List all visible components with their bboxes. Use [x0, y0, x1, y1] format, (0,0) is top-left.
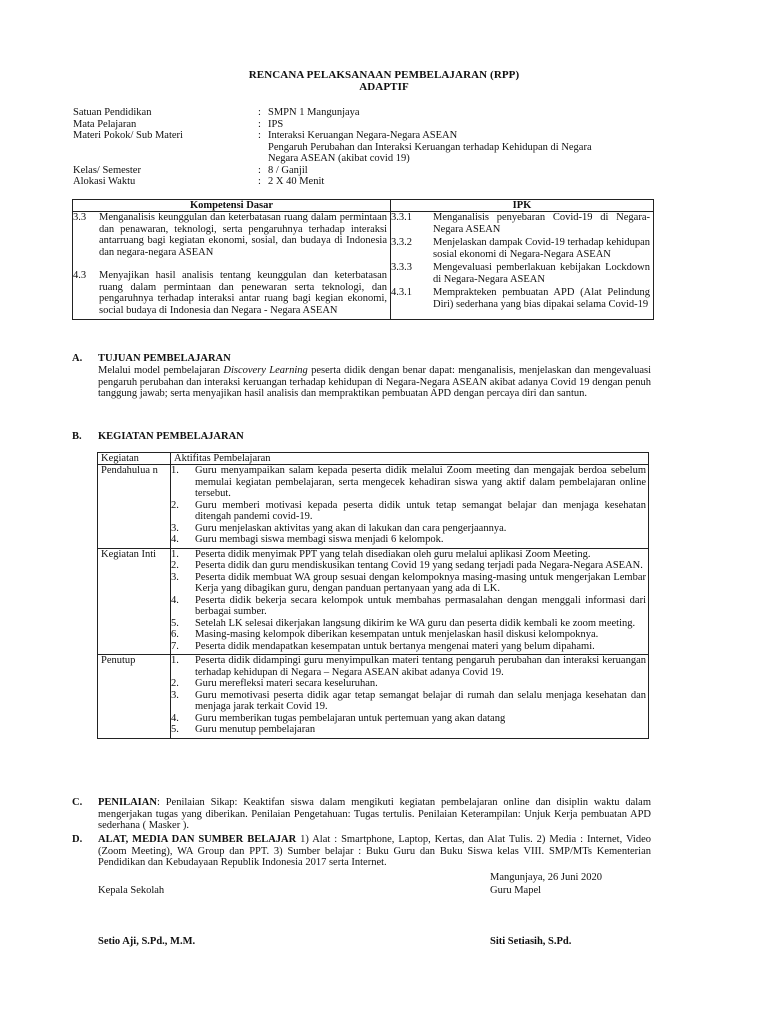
- step-item: [171, 629, 646, 641]
- step-text: Peserta didik menyimak PPT yang telah disediakan oleh guru melalui aplikasi Zoom Meeting.: [195, 548, 591, 560]
- competency-item: [73, 212, 387, 258]
- competency-number: 3.3.1: [391, 212, 412, 223]
- info-label: Kelas/ Semester: [73, 164, 141, 176]
- section-b-heading: [72, 431, 244, 442]
- step-item: [171, 549, 646, 561]
- activity-header: Aktifitas Pembelajaran: [171, 453, 649, 465]
- competency-text: Mengevaluasi pemberlakuan kebijakan Lockdown di Negara-Negara ASEAN: [433, 262, 650, 285]
- competency-number: 4.3.1: [391, 287, 412, 298]
- info-value: 8 / Ganjil: [268, 164, 308, 176]
- section-a-text-1: Melalui model pembelajaran: [98, 365, 224, 376]
- step-text: Peserta didik bekerja secara kelompok untuk membahas permasalahan dengan menggali informasi dari berbagai sumber.: [195, 594, 646, 617]
- step-number: 2.: [171, 499, 179, 511]
- step-number: 1.: [171, 465, 179, 476]
- info-value: IPS: [268, 118, 284, 130]
- step-item: [171, 724, 646, 736]
- info-colon: :: [258, 107, 261, 118]
- competency-item: [391, 237, 650, 260]
- info-value: Negara ASEAN (akibat covid 19): [268, 153, 410, 164]
- info-value: Interaksi Keruangan Negara-Negara ASEAN: [268, 130, 458, 141]
- step-number: 1.: [171, 655, 179, 666]
- step-number: 2.: [171, 678, 179, 689]
- step-text: Setelah LK selesai dikerjakan langsung dikirim ke WA guru dan peserta didik kembali ke zoom meeting.: [195, 617, 636, 629]
- step-number: 3.: [171, 571, 179, 583]
- step-item: [171, 618, 646, 630]
- info-value: SMPN 1 Mangunjaya: [268, 107, 360, 118]
- info-row: [73, 142, 653, 154]
- step-text: Peserta didik dan guru mendiskusikan tentang Covid 19 yang sedang terjadi pada Negara-Negara ASEAN.: [195, 560, 643, 571]
- activities-table: [97, 452, 649, 739]
- activity-steps: [171, 465, 649, 549]
- teacher-role: Guru Mapel: [490, 885, 542, 896]
- step-item: [171, 560, 646, 572]
- info-colon: :: [258, 130, 261, 141]
- document-title: RENCANA PELAKSANAAN PEMBELAJARAN (RPP): [248, 69, 520, 81]
- info-row: [73, 107, 653, 119]
- info-row: [73, 165, 653, 177]
- info-value: Pengaruh Perubahan dan Interaksi Keruangan terhadap Kehidupan di Negara: [268, 141, 592, 153]
- step-text: Peserta didik membuat WA group sesuai dengan kelompoknya masing-masing untuk mengerjakan Lembar Kerja yang dibagikan guru, dengan panduan pertanyaan yang ada di LK.: [195, 571, 646, 594]
- competency-text: Menganalisis penyebaran Covid-19 di Negara-Negara ASEAN: [433, 212, 650, 235]
- section-a-letter: A.: [72, 353, 83, 364]
- competency-text: Menyajikan hasil analisis tentang keunggulan dan keterbatasan ruang dalam permintaan dan penewaran serta teknologi, dan pengaruhnya terhadap interaksi antar ruang bagi kegian ekonomi, social budaya di Indonesia dan Negara - Negara ASEAN: [99, 270, 387, 316]
- activity-steps: [171, 655, 649, 739]
- section-b-title: KEGIATAN PEMBELAJARAN: [98, 431, 244, 442]
- competency-text: Memprakteken pembuatan APD (Alat Pelindung Diri) sederhana yang bias dipakai selama Covid-19: [433, 287, 650, 310]
- document-subtitle: ADAPTIF: [359, 81, 409, 93]
- step-number: 5.: [171, 724, 179, 735]
- identity-info: [73, 107, 653, 188]
- info-label: Materi Pokok/ Sub Materi: [73, 130, 183, 141]
- info-label: Mata Pelajaran: [73, 118, 137, 130]
- section-a-title: TUJUAN PEMBELAJARAN: [98, 353, 231, 364]
- competency-item: [391, 287, 650, 310]
- activity-row: [98, 465, 649, 549]
- step-number: 2.: [171, 560, 179, 571]
- step-text: Guru memberi motivasi kepada peserta didik untuk tetap semangat belajar dan menjaga kesehatan ditengah pandemi covid-19.: [195, 499, 646, 522]
- section-a-text-2: peserta didik dengan benar dapat: menganalisis, menjelaskan dan mengevaluasi pengaruh perubahan dan interaksi keruangan terhadap kehidupan di Negara-Negara ASEAN akibat adanya Covid 19 dengan penuh tanggung jawab; serta menyajikan hasil analisis dan mempraktikan pembuatan APD dengan percaya diri dan santun.: [98, 365, 651, 400]
- step-text: Guru menjelaskan aktivitas yang akan di lakukan dan cara pengerjaannya.: [195, 522, 507, 534]
- competency-item: [391, 212, 650, 235]
- info-colon: :: [258, 164, 261, 176]
- info-label: Alokasi Waktu: [73, 176, 136, 187]
- stage-header: Kegiatan: [98, 453, 171, 465]
- step-text: Masing-masing kelompok diberikan kesempatan untuk menjelaskan hasil diskusi kelompoknya.: [195, 629, 599, 640]
- info-row: [73, 153, 653, 165]
- section-b-letter: B.: [72, 431, 82, 442]
- kd-header: Kompetensi Dasar: [73, 200, 391, 212]
- stage-label: Penutup: [98, 655, 171, 739]
- kd-cell: [73, 212, 391, 320]
- ipk-cell: [391, 212, 654, 320]
- steps-list: [171, 549, 646, 653]
- step-text: Guru memotivasi peserta didik agar tetap semangat belajar di rumah dan selalu menjaga kesehatan dan menjaga jarak terkait Covid 19.: [195, 689, 646, 712]
- info-row: [73, 119, 653, 131]
- step-item: [171, 641, 646, 653]
- info-row: [73, 130, 653, 142]
- step-item: [171, 500, 646, 523]
- section-d-title: ALAT, MEDIA DAN SUMBER BELAJAR: [98, 834, 297, 845]
- step-text: Peserta didik mendapatkan kesempatan untuk bertanya mengenai materi yang belum dipahami.: [195, 640, 595, 652]
- step-text: Guru menyampaikan salam kepada peserta didik melalui Zoom meeting dan mengajak berdoa sebelum memulai kegiatan pembelajaran, serta mengecek kehadiran siswa yang aktif dalam pembelajaran online tersebut.: [195, 465, 646, 499]
- step-text: Guru memberikan tugas pembelajaran untuk pertemuan yang akan datang: [195, 712, 506, 724]
- step-item: [171, 690, 646, 713]
- step-item: [171, 534, 646, 546]
- ipk-header: IPK: [391, 200, 654, 212]
- competency-number: 3.3.2: [391, 237, 412, 248]
- principal-role: Kepala Sekolah: [98, 885, 165, 896]
- step-number: 3.: [171, 689, 179, 701]
- steps-list: [171, 465, 646, 546]
- section-c-heading: [72, 797, 98, 808]
- competency-number: 3.3: [73, 212, 87, 223]
- step-text: Guru menutup pembelajaran: [195, 724, 316, 735]
- competency-text: Menganalisis keunggulan dan keterbatasan ruang dalam permintaan dan penawaran, teknologi, serta pengaruhnya terhadap interaksi antarruang bagi kegiatan ekonomi, sosial, dan budaya di Indonesia dan negara-negara ASEAN: [99, 212, 387, 258]
- section-c-letter: C.: [72, 797, 83, 808]
- section-d-body: 1) Alat : Smartphone, Laptop, Kertas, dan Alat Tulis. 2) Media : Internet, Video (Zoom Meeting), WA Group dan PPT. 3) Sumber belajar : Buku Guru dan Buku Siswa kelas VIII. SMP/MTs Kementerian Pendidikan dan Kebudayaan Republik Indonesia 2017 serta Internet.: [98, 834, 651, 869]
- info-value: 2 X 40 Menit: [268, 176, 325, 187]
- step-number: 1.: [171, 548, 179, 560]
- step-number: 7.: [171, 640, 179, 652]
- step-number: 4.: [171, 534, 179, 545]
- step-item: [171, 678, 646, 690]
- competency-table: [72, 199, 654, 320]
- competency-number: 3.3.3: [391, 262, 412, 273]
- section-c-text: [98, 797, 651, 832]
- section-a-heading: [72, 353, 231, 364]
- step-number: 3.: [171, 522, 179, 534]
- step-item: [171, 523, 646, 535]
- step-number: 5.: [171, 617, 179, 629]
- stage-label: Kegiatan Inti: [98, 548, 171, 655]
- teacher-name: Siti Setiasih, S.Pd.: [490, 936, 572, 947]
- competency-number: 4.3: [73, 270, 87, 281]
- principal-name: Setio Aji, S.Pd., M.M.: [98, 936, 196, 947]
- step-text: Peserta didik didampingi guru menyimpulkan materi tentang pengaruh perubahan dan interaksi keruangan terhadap kehidupan di Negara – Negara ASEAN akibat adanya Covid 19.: [195, 655, 646, 678]
- info-colon: :: [258, 118, 261, 130]
- activity-row: [98, 655, 649, 739]
- competency-text: Menjelaskan dampak Covid-19 terhadap kehidupan sosial ekonomi di Negara-Negara ASEAN: [433, 237, 650, 260]
- info-colon: :: [258, 176, 261, 187]
- step-text: Guru merefleksi materi secara keseluruhan.: [195, 678, 378, 689]
- section-d-heading: [72, 834, 98, 845]
- section-c-body: : Penilaian Sikap: Keaktifan siswa dalam mengikuti kegiatan pembelajaran online dan disiplin waktu dalam mengerjakan tugas yang diberikan. Penilaian Pengetahuan: Tugas tertulis. Penilaian Keterampilan: Unjuk Kerja pembuatan APD sederhana ( Masker ).: [98, 797, 651, 832]
- competency-item: [391, 262, 650, 285]
- step-item: [171, 465, 646, 500]
- section-d-text: [98, 834, 651, 869]
- step-item: [171, 572, 646, 595]
- section-d-letter: D.: [72, 834, 83, 845]
- competency-item: [73, 270, 387, 316]
- info-row: [73, 176, 653, 188]
- activity-row: [98, 548, 649, 655]
- step-number: 4.: [171, 594, 179, 606]
- stage-label: Pendahulua n: [98, 465, 171, 549]
- step-number: 4.: [171, 712, 179, 724]
- section-c-title: PENILAIAN: [98, 797, 157, 808]
- step-item: [171, 595, 646, 618]
- step-item: [171, 655, 646, 678]
- step-number: 6.: [171, 629, 179, 640]
- step-item: [171, 713, 646, 725]
- steps-list: [171, 655, 646, 736]
- place-date: Mangunjaya, 26 Juni 2020: [490, 872, 602, 883]
- step-text: Guru membagi siswa membagi siswa menjadi 6 kelompok.: [195, 534, 444, 545]
- section-a-text: [98, 365, 651, 400]
- info-label: Satuan Pendidikan: [73, 107, 152, 118]
- section-a-model: Discovery Learning: [223, 365, 308, 376]
- activity-steps: [171, 548, 649, 655]
